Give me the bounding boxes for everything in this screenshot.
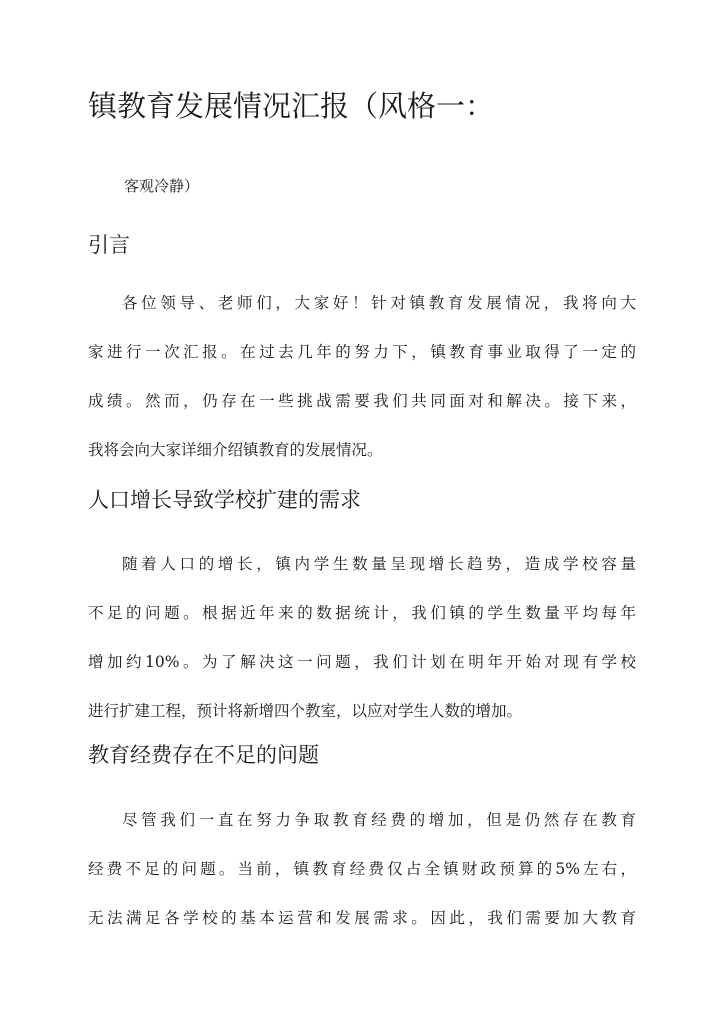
section-paragraph-population bbox=[88, 550, 636, 746]
section-heading-funding: 教育经费存在不足的问题 bbox=[88, 743, 319, 767]
paragraph-line: 尽管我们一直在努力争取教育经费的增加，但是仍然存在教育 bbox=[122, 811, 636, 829]
paragraph-line: 进行扩建工程，预计将新增四个教室，以应对学生人数的增加。 bbox=[88, 702, 523, 720]
paragraph-line: 各位领导、老师们，大家好！针对镇教育发展情况，我将向大 bbox=[122, 294, 636, 312]
paragraph-line: 随着人口的增长，镇内学生数量呈现增长趋势，造成学校容量 bbox=[122, 555, 636, 573]
paragraph-line: 经费不足的问题。当前，镇教育经费仅占全镇财政预算的5%左右， bbox=[88, 860, 636, 878]
paragraph-line: 不足的问题。根据近年来的数据统计，我们镇的学生数量平均每年 bbox=[88, 604, 636, 622]
paragraph-line: 家进行一次汇报。在过去几年的努力下，镇教育事业取得了一定的 bbox=[88, 343, 636, 361]
section-paragraph-intro bbox=[88, 289, 636, 485]
document-subtitle: 客观冷静） bbox=[124, 177, 200, 195]
paragraph-line: 无法满足各学校的基本运营和发展需求。因此，我们需要加大教育 bbox=[88, 909, 636, 927]
paragraph-line: 成绩。然而，仍存在一些挑战需要我们共同面对和解决。接下来， bbox=[88, 392, 636, 410]
section-paragraph-funding bbox=[88, 806, 636, 953]
paragraph-line: 增加约10%。为了解决这一问题，我们计划在明年开始对现有学校 bbox=[88, 653, 636, 671]
section-heading-intro: 引言 bbox=[88, 233, 130, 257]
section-heading-population: 人口增长导致学校扩建的需求 bbox=[88, 488, 361, 512]
paragraph-line: 我将会向大家详细介绍镇教育的发展情况。 bbox=[88, 441, 383, 459]
document-title: 镇教育发展情况汇报（风格一： bbox=[88, 89, 495, 123]
